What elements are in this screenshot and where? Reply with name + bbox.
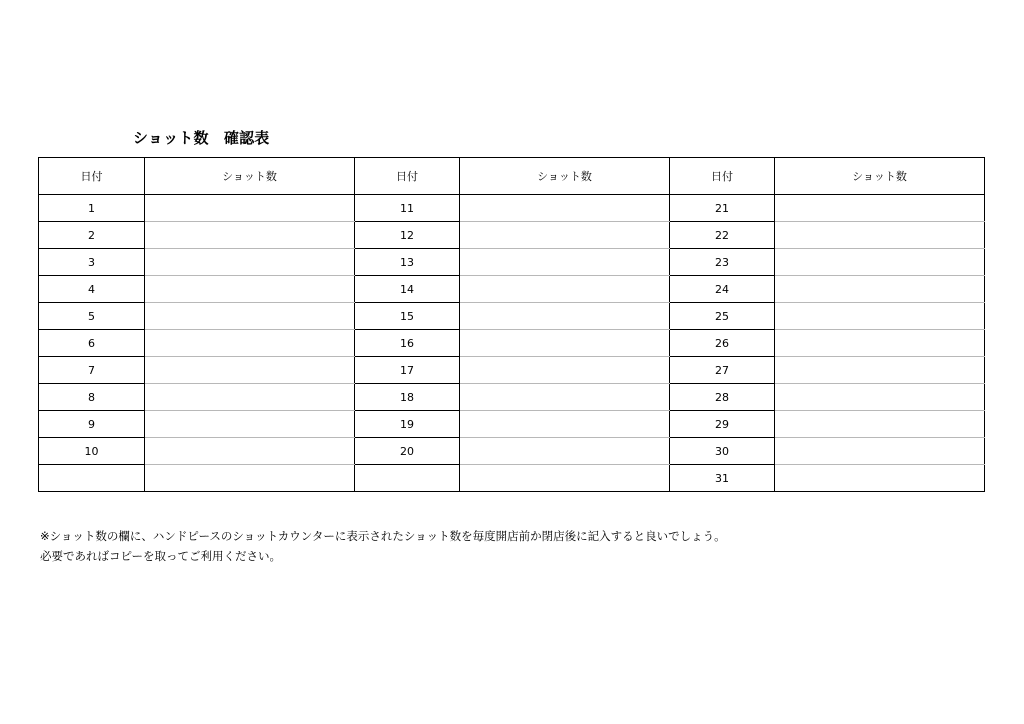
copy-note: 必要であればコピーを取ってご利用ください。 (40, 549, 282, 563)
date-cell: 7 (39, 357, 145, 384)
shot-count-cell[interactable] (460, 438, 670, 465)
date-cell: 25 (670, 303, 775, 330)
table-row (39, 249, 985, 276)
date-cell: 16 (355, 330, 460, 357)
shot-count-cell[interactable] (775, 330, 985, 357)
date-cell: 11 (355, 195, 460, 222)
shot-count-cell[interactable] (460, 249, 670, 276)
date-cell: 30 (670, 438, 775, 465)
date-cell: 8 (39, 384, 145, 411)
shot-count-cell[interactable] (460, 357, 670, 384)
table-row (39, 357, 985, 384)
shot-count-cell[interactable] (460, 465, 670, 492)
shot-count-cell[interactable] (775, 411, 985, 438)
date-cell: 21 (670, 195, 775, 222)
shot-count-cell[interactable] (775, 384, 985, 411)
date-cell: 3 (39, 249, 145, 276)
table-row (39, 276, 985, 303)
table-row (39, 195, 985, 222)
shot-count-cell[interactable] (145, 411, 355, 438)
shot-count-cell[interactable] (775, 195, 985, 222)
table-row (39, 222, 985, 249)
date-cell: 19 (355, 411, 460, 438)
date-cell: 24 (670, 276, 775, 303)
date-cell: 31 (670, 465, 775, 492)
shot-count-cell[interactable] (460, 384, 670, 411)
shot-count-header: ショット数 (145, 158, 355, 195)
shot-count-cell[interactable] (460, 222, 670, 249)
table-row (39, 411, 985, 438)
date-cell: 1 (39, 195, 145, 222)
table-header-row (39, 158, 985, 195)
shot-count-cell[interactable] (775, 276, 985, 303)
shot-count-cell[interactable] (145, 222, 355, 249)
date-cell (39, 465, 145, 492)
date-cell: 29 (670, 411, 775, 438)
shot-count-cell[interactable] (775, 357, 985, 384)
date-header: 日付 (355, 158, 460, 195)
date-cell: 10 (39, 438, 145, 465)
shot-count-cell[interactable] (460, 276, 670, 303)
date-header: 日付 (39, 158, 145, 195)
shot-count-header: ショット数 (775, 158, 985, 195)
shot-count-cell[interactable] (145, 303, 355, 330)
shot-count-cell[interactable] (460, 411, 670, 438)
date-cell: 28 (670, 384, 775, 411)
table-row (39, 465, 985, 492)
date-cell (355, 465, 460, 492)
shot-count-cell[interactable] (145, 438, 355, 465)
date-cell: 5 (39, 303, 145, 330)
date-cell: 22 (670, 222, 775, 249)
shot-count-cell[interactable] (145, 249, 355, 276)
date-cell: 15 (355, 303, 460, 330)
shot-count-cell[interactable] (775, 249, 985, 276)
date-cell: 14 (355, 276, 460, 303)
shot-count-cell[interactable] (145, 330, 355, 357)
date-cell: 18 (355, 384, 460, 411)
date-cell: 4 (39, 276, 145, 303)
table-row (39, 330, 985, 357)
shot-count-cell[interactable] (775, 465, 985, 492)
shot-count-cell[interactable] (775, 222, 985, 249)
date-cell: 17 (355, 357, 460, 384)
date-header: 日付 (670, 158, 775, 195)
shot-count-header: ショット数 (460, 158, 670, 195)
shot-count-table (38, 157, 985, 492)
table-row (39, 384, 985, 411)
shot-count-cell[interactable] (145, 276, 355, 303)
date-cell: 26 (670, 330, 775, 357)
shot-count-cell[interactable] (145, 195, 355, 222)
shot-count-cell[interactable] (775, 303, 985, 330)
shot-count-cell[interactable] (145, 384, 355, 411)
shot-count-cell[interactable] (145, 465, 355, 492)
shot-count-cell[interactable] (460, 303, 670, 330)
shot-count-cell[interactable] (775, 438, 985, 465)
date-cell: 9 (39, 411, 145, 438)
date-cell: 12 (355, 222, 460, 249)
date-cell: 23 (670, 249, 775, 276)
page-title: ショット数 確認表 (133, 129, 270, 147)
instruction-note: ※ショット数の欄に、ハンドピースのショットカウンターに表示されたショット数を毎度開店前か閉店後に記入すると良いでしょう。 (40, 529, 726, 543)
shot-count-cell[interactable] (145, 357, 355, 384)
shot-count-cell[interactable] (460, 195, 670, 222)
date-cell: 13 (355, 249, 460, 276)
shot-count-cell[interactable] (460, 330, 670, 357)
table-row (39, 303, 985, 330)
date-cell: 20 (355, 438, 460, 465)
date-cell: 2 (39, 222, 145, 249)
date-cell: 27 (670, 357, 775, 384)
table-row (39, 438, 985, 465)
date-cell: 6 (39, 330, 145, 357)
